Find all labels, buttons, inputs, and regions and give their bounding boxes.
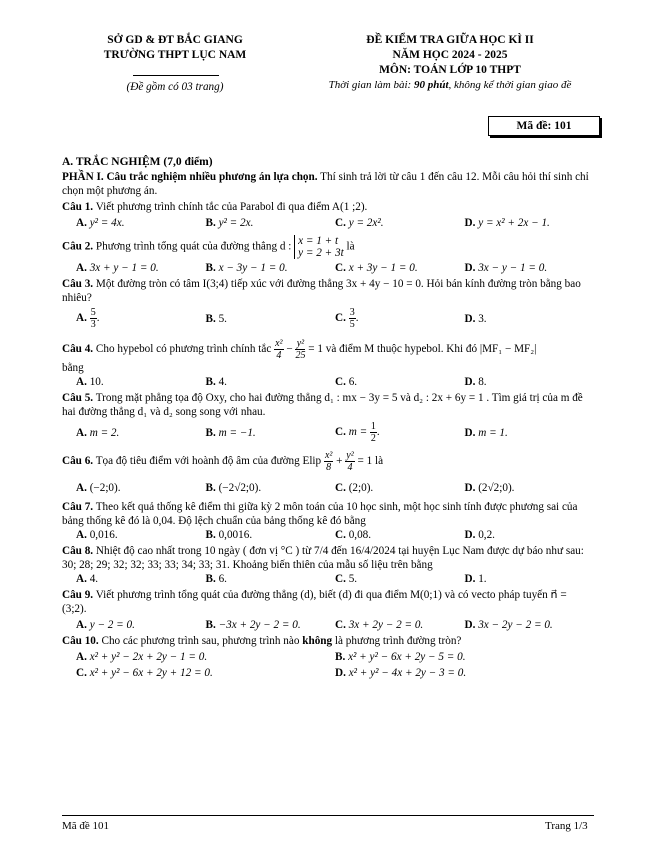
school-year: NĂM HỌC 2024 - 2025: [392, 49, 508, 61]
question-text: Cho hypebol có phương trình chính tắc: [93, 343, 275, 356]
option-a[interactable]: A. 4.: [76, 573, 99, 586]
page-count-note: (Đề gồm có 03 trang): [126, 81, 224, 93]
option-a[interactable]: A. 3x + y − 1 = 0.: [76, 262, 159, 275]
question-text: Viết phương trình tổng quát của đường thẳng (d), biết (d) đi qua điểm M(0;1) và có vecto pháp tuyến n⃗ = (3;2).: [62, 589, 567, 616]
equation-system: x = 1 + t y = 2 + 3t: [294, 235, 344, 259]
options-8: [62, 572, 594, 586]
exam-content: [62, 155, 594, 680]
options-4: [62, 375, 594, 389]
time-duration: 90 phút: [413, 79, 449, 91]
option-c[interactable]: C. x + 3y − 1 = 0.: [335, 262, 418, 275]
question-7: [62, 500, 594, 528]
options-10-row-2: [62, 666, 594, 680]
question-label: Câu 10.: [62, 635, 99, 648]
question-label: Câu 6.: [62, 455, 94, 468]
options-7: [62, 528, 594, 542]
options-5: [62, 421, 594, 444]
option-a[interactable]: A. y − 2 = 0.: [76, 619, 135, 632]
exam-code-box: Mã đề: 101: [488, 116, 600, 136]
question-label: Câu 4.: [62, 343, 94, 356]
question-1: [62, 200, 594, 214]
option-c[interactable]: C. 5.: [335, 573, 358, 586]
fraction: $\frac{3}{5}$: [349, 307, 355, 331]
question-5: [62, 391, 594, 419]
option-c[interactable]: C. 3x + 2y − 2 = 0.: [335, 619, 424, 632]
school-name: TRƯỜNG THPT LỤC NAM: [103, 49, 247, 61]
header-divider: [133, 75, 219, 76]
section-title: A. TRẮC NGHIỆM (7,0 điểm): [62, 156, 213, 168]
option-d[interactable]: D. 3x − y − 1 = 0.: [464, 262, 548, 275]
fraction: $\frac{\text{x²}}{4}$: [275, 338, 283, 362]
footer-page-number: Trang 1/3: [545, 820, 588, 832]
question-3: [62, 277, 594, 305]
option-a[interactable]: A. $\frac{5}{3}$ .: [76, 307, 100, 331]
part-instructions: [62, 170, 594, 198]
fraction: $\frac{\text{x²}}{8}$: [324, 450, 333, 474]
options-6: [62, 481, 594, 495]
options-10-row-1: [62, 650, 594, 664]
part-label: PHẦN I. Câu trắc nghiệm nhiều phương án lựa chọn.: [62, 171, 318, 184]
option-a[interactable]: A. x² + y² − 2x + 2y − 1 = 0.: [76, 651, 208, 664]
option-b[interactable]: B. −3x + 2y − 2 = 0.: [205, 619, 301, 632]
option-c[interactable]: C. x² + y² − 6x + 2y + 12 = 0.: [76, 667, 213, 680]
footer-exam-code: Mã đề 101: [62, 820, 110, 832]
time-limit: [280, 78, 620, 93]
option-d[interactable]: D. 1.: [464, 573, 487, 586]
options-2: [62, 261, 594, 275]
option-d[interactable]: D. x² + y² − 4x + 2y − 3 = 0.: [335, 667, 467, 680]
option-b[interactable]: B. 0,0016.: [205, 529, 253, 542]
fraction: $\frac{5}{3}$: [90, 307, 96, 331]
question-10: Câu 10. Cho các phương trình sau, phương trình nào không là phương trình đường tròn?: [62, 635, 462, 648]
option-d[interactable]: D. y = x² + 2x − 1.: [464, 217, 550, 230]
option-a[interactable]: A. (−2;0).: [76, 482, 121, 495]
question-text: Cho các phương trình sau, phương trình nào: [98, 635, 303, 648]
options-9: [62, 618, 594, 632]
option-d[interactable]: D. m = 1.: [464, 426, 508, 439]
option-b[interactable]: B. x² + y² − 6x + 2y − 5 = 0.: [335, 651, 466, 664]
option-d[interactable]: D. (2√2;0).: [464, 482, 515, 495]
question-text: Nhiệt độ cao nhất trong 10 ngày ( đơn vị °C ) từ 7/4 đến 16/4/2024 tại huyện Lục Nam được dự báo như sau: 30; 28; 29; 32; 32; 33; 33; 34; 33; 31. Khoảng biến thiên của mẫu số liệu trên bằng: [62, 545, 584, 572]
question-text: Viết phương trình chính tắc của Parabol đi qua điểm A(1 ;2).: [93, 201, 368, 214]
question-6: Câu 6. Tọa độ tiêu điểm với hoành độ âm của đường Elip $\frac{\text{x²}}{8}$ + $\frac{\text{y²}}{4}$ = 1 là: [62, 450, 384, 474]
option-b[interactable]: B. 5.: [205, 312, 227, 325]
option-a[interactable]: A. y² = 4x.: [76, 217, 125, 230]
option-d[interactable]: D. 3.: [464, 312, 487, 325]
option-d[interactable]: D. 3x − 2y − 2 = 0.: [464, 619, 553, 632]
option-d[interactable]: D. 8.: [464, 376, 487, 389]
option-c[interactable]: C. m = $\frac{1}{2}$ .: [335, 421, 380, 445]
options-1: [62, 216, 594, 230]
option-b[interactable]: B. (−2√2;0).: [205, 482, 262, 495]
emphasis: không: [302, 635, 333, 648]
question-9: [62, 588, 594, 616]
question-2: Câu 2. Phương trình tổng quát của đường thẳng d : x = 1 + t y = 2 + 3t là: [62, 235, 355, 260]
department-name: SỞ GD & ĐT BẮC GIANG: [107, 34, 243, 46]
option-c[interactable]: C. 0,08.: [335, 529, 372, 542]
option-c[interactable]: C. $\frac{3}{5}$ .: [335, 307, 359, 331]
question-label: Câu 9.: [62, 589, 94, 602]
question-label: Câu 2.: [62, 240, 94, 253]
fraction: $\frac{\text{y²}}{4}$: [346, 450, 354, 474]
school-header: [70, 33, 280, 63]
question-4: Câu 4. Cho hypebol có phương trình chính tắc $\frac{\text{x²}}{4}$ − $\frac{\text{y²}}{25}$ = 1 và điểm M thuộc hypebol. Khi đó |MF₁ − MF₂| bằng: [62, 338, 537, 375]
option-c[interactable]: C. 6.: [335, 376, 358, 389]
exam-title-block: [280, 33, 620, 93]
question-8: [62, 544, 594, 572]
option-a[interactable]: A. m = 2.: [76, 426, 120, 439]
question-text: Tọa độ tiêu điểm với hoành độ âm của đường Elip: [93, 455, 324, 468]
question-label: Câu 1.: [62, 201, 94, 214]
option-d[interactable]: D. 0,2.: [464, 529, 495, 542]
question-text: Trong mặt phẳng tọa độ Oxy, cho hai đường thẳng d₁ : mx − 3y = 5 và d₂ : 2x + 6y = 1 . Tìm giá trị của m đề hai đường thẳng d₁ và d₂ song song với nhau.: [62, 392, 583, 419]
fraction: $\frac{\text{y²}}{25}$: [295, 338, 306, 362]
part-text: Thí sinh trả lời từ câu 1 đến câu 12. Mỗi câu hỏi thí sinh chỉ chọn một phương án.: [62, 171, 589, 198]
options-3: [62, 307, 594, 330]
fraction: $\frac{1}{2}$: [370, 421, 376, 445]
question-text: Theo kết quả thống kê điểm thi giữa kỳ 2 môn toán của 10 học sinh, một học sinh tính được phương sai của bảng thống kê đó là 0,04. Độ lệch chuẩn của bảng thống kê đó bằng: [62, 501, 578, 528]
option-b[interactable]: B. y² = 2x.: [205, 217, 254, 230]
option-a[interactable]: A. 0,016.: [76, 529, 118, 542]
question-label: Câu 7.: [62, 501, 94, 514]
option-b[interactable]: B. x − 3y − 1 = 0.: [205, 262, 288, 275]
subject: MÔN: TOÁN LỚP 10 THPT: [379, 64, 521, 76]
option-b[interactable]: B. m = −1.: [205, 426, 256, 439]
option-c[interactable]: C. (2;0).: [335, 482, 374, 495]
question-text: Một đường tròn có tâm I(3;4) tiếp xúc với đường thẳng 3x + 4y − 10 = 0. Hỏi bán kính đường tròn bằng bao nhiêu?: [62, 278, 581, 305]
question-label: Câu 8.: [62, 545, 94, 558]
option-c[interactable]: C. y = 2x².: [335, 217, 384, 230]
exam-title: ĐỀ KIỂM TRA GIỮA HỌC KÌ II: [366, 34, 534, 46]
question-text: Phương trình tổng quát của đường thẳng d :: [93, 240, 295, 253]
option-a[interactable]: A. 10.: [76, 376, 104, 389]
option-b[interactable]: B. 6.: [205, 573, 227, 586]
time-suffix: , không kể thời gian giao đề: [448, 79, 572, 91]
time-prefix: Thời gian làm bài:: [328, 79, 414, 91]
option-b[interactable]: B. 4.: [205, 376, 227, 389]
question-label: Câu 5.: [62, 392, 94, 405]
footer-divider: [62, 815, 594, 816]
question-label: Câu 3.: [62, 278, 94, 291]
